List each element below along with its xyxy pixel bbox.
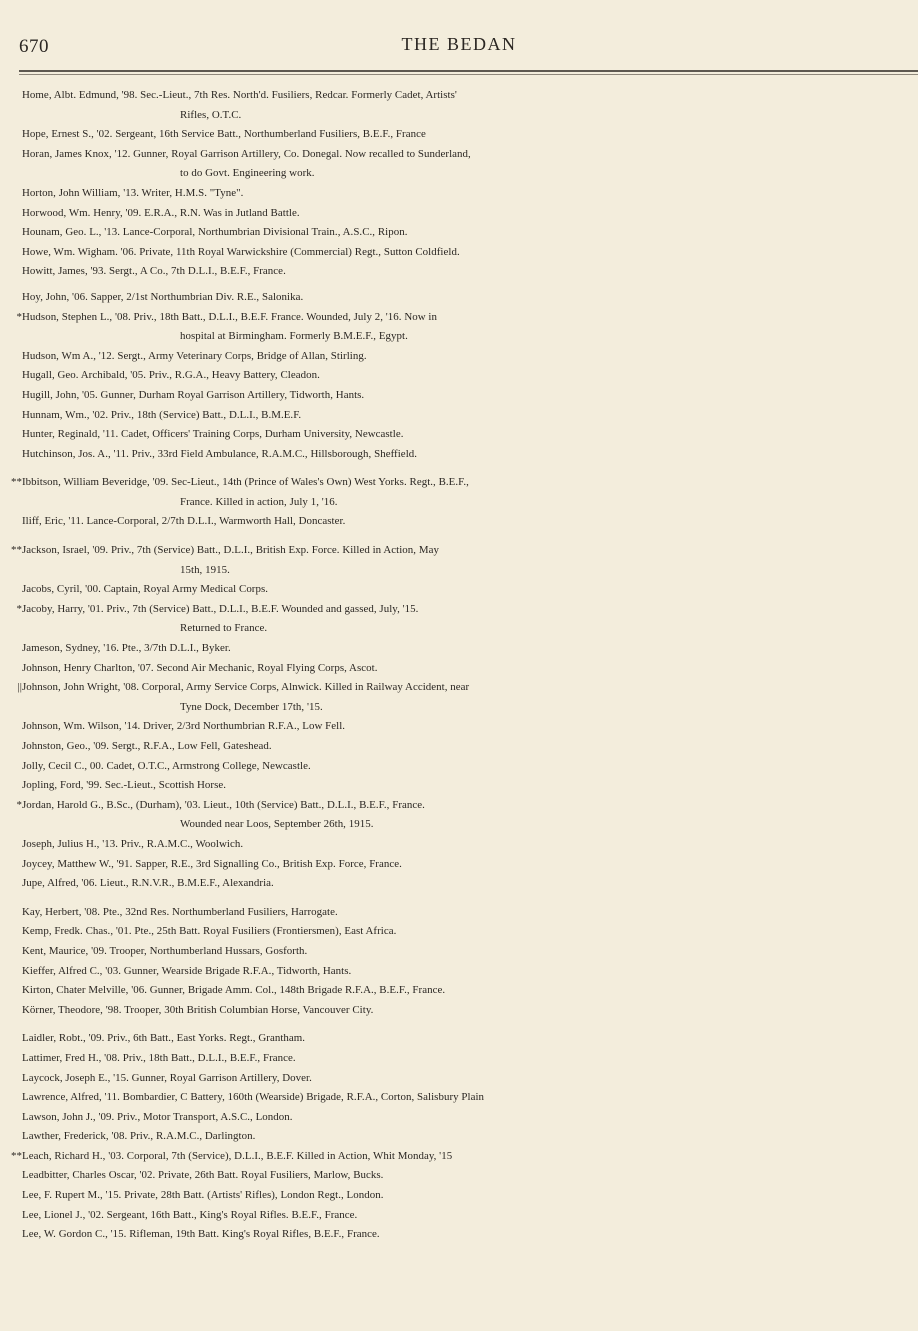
casualty-marker: || <box>17 681 22 694</box>
roll-entry <box>0 874 918 894</box>
entry-continuation: Returned to France. <box>180 622 268 635</box>
roll-entry <box>0 855 918 875</box>
entry-continuation: Rifles, O.T.C. <box>180 108 242 121</box>
roll-entry <box>0 125 918 145</box>
letter-group-h <box>0 86 918 464</box>
roll-entry <box>0 678 918 717</box>
entry-text: Kay, Herbert, '08. Pte., 32nd Res. Northumberland Fusiliers, Harrogate. <box>22 905 338 918</box>
entry-continuation: to do Govt. Engineering work. <box>180 167 315 180</box>
roll-entry <box>0 962 918 982</box>
entry-text: Lattimer, Fred H., '08. Priv., 18th Batt., D.L.I., B.E.F., France. <box>22 1051 296 1064</box>
entry-text: Hutchinson, Jos. A., '11. Priv., 33rd Field Ambulance, R.A.M.C., Hillsborough, Sheffield. <box>22 447 418 460</box>
header-rule <box>19 70 918 72</box>
roll-entry <box>0 184 918 204</box>
entry-text: Kirton, Chater Melville, '06. Gunner, Brigade Amm. Col., 148th Brigade R.F.A., B.E.F., France. <box>22 984 446 997</box>
entry-text: Jackson, Israel, '09. Priv., 7th (Service) Batt., D.L.I., British Exp. Force. Killed in Action, May <box>22 544 439 557</box>
running-title: THE BEDAN <box>401 34 517 54</box>
roll-entry <box>0 308 918 347</box>
roll-entry <box>0 796 918 835</box>
roll-entry <box>0 1108 918 1128</box>
roll-entry <box>0 922 918 942</box>
roll-entry <box>0 1225 918 1245</box>
roll-entry <box>0 386 918 406</box>
entry-continuation: Wounded near Loos, September 26th, 1915. <box>180 818 374 831</box>
roll-entry <box>0 903 918 923</box>
entry-text: Horan, James Knox, '12. Gunner, Royal Garrison Artillery, Co. Donegal. Now recalled to Sunderland, <box>22 147 471 160</box>
entry-text: Iliff, Eric, '11. Lance-Corporal, 2/7th D.L.I., Warmworth Hall, Doncaster. <box>22 515 346 528</box>
casualty-marker: * <box>16 798 22 811</box>
roll-entry <box>0 942 918 962</box>
entry-text: Johnston, Geo., '09. Sergt., R.F.A., Low Fell, Gateshead. <box>22 740 272 752</box>
page-header <box>0 34 918 60</box>
roll-entry <box>0 262 918 282</box>
entry-text: Home, Albt. Edmund, '98. Sec.-Lieut., 7th Res. North'd. Fusiliers, Redcar. Formerly Cadet, Artists' <box>22 89 457 101</box>
roll-entry <box>0 406 918 426</box>
roll-entry <box>0 243 918 263</box>
roll-entry <box>0 737 918 757</box>
roll-entry <box>0 512 918 532</box>
letter-group-i <box>0 473 918 532</box>
entry-text: Horwood, Wm. Henry, '09. E.R.A., R.N. Was in Jutland Battle. <box>22 206 300 219</box>
entry-text: Lee, W. Gordon C., '15. Rifleman, 19th Batt. King's Royal Rifles, B.E.F., France. <box>22 1228 380 1241</box>
roll-entry <box>0 366 918 386</box>
entry-text: Leach, Richard H., '03. Corporal, 7th (Service), D.L.I., B.E.F. Killed in Action, Whit Monday, '15 <box>22 1149 453 1162</box>
entry-text: Lee, F. Rupert M., '15. Private, 28th Batt. (Artists' Rifles), London Regt., London. <box>22 1189 384 1202</box>
roll-entry <box>0 223 918 243</box>
entry-continuation: Tyne Dock, December 17th, '15. <box>180 700 323 713</box>
entry-text: Lee, Lionel J., '02. Sergeant, 16th Batt., King's Royal Rifles. B.E.F., France. <box>22 1208 358 1221</box>
roll-entry <box>0 145 918 184</box>
casualty-marker: * <box>16 602 22 615</box>
header-rule-thin <box>19 74 918 75</box>
roll-entry <box>0 1001 918 1021</box>
entry-text: Jupe, Alfred, '06. Lieut., R.N.V.R., B.M.E.F., Alexandria. <box>22 877 274 890</box>
entry-text: Hoy, John, '06. Sapper, 2/1st Northumbrian Div. R.E., Salonika. <box>22 290 304 303</box>
roll-entry <box>0 580 918 600</box>
letter-group-l <box>0 1029 918 1245</box>
casualty-marker: * <box>16 310 22 323</box>
entry-text: Laidler, Robt., '09. Priv., 6th Batt., East Yorks. Regt., Grantham. <box>22 1032 306 1045</box>
letter-group-k <box>0 903 918 1021</box>
entry-text: Johnson, John Wright, '08. Corporal, Army Service Corps, Alnwick. Killed in Railway Accident, near <box>22 681 470 694</box>
roll-entry <box>0 981 918 1001</box>
entry-text: Laycock, Joseph E., '15. Gunner, Royal Garrison Artillery, Dover. <box>22 1071 312 1084</box>
roll-entry <box>0 717 918 737</box>
entry-text: Jacobs, Cyril, '00. Captain, Royal Army Medical Corps. <box>22 583 269 596</box>
roll-entry <box>0 86 918 125</box>
entry-text: Lawson, John J., '09. Priv., Motor Transport, A.S.C., London. <box>22 1110 293 1123</box>
roll-entry <box>0 204 918 224</box>
roll-entry <box>0 1166 918 1186</box>
roll-entry <box>0 1186 918 1206</box>
roll-entry <box>0 425 918 445</box>
entry-text: Kemp, Fredk. Chas., '01. Pte., 25th Batt. Royal Fusiliers (Frontiersmen), East Africa. <box>22 925 397 938</box>
roll-entry <box>0 347 918 367</box>
entry-text: Hudson, Wm A., '12. Sergt., Army Veterinary Corps, Bridge of Allan, Stirling. <box>22 349 367 362</box>
roll-entry <box>0 1088 918 1108</box>
roll-entry <box>0 445 918 465</box>
entry-text: Horton, John William, '13. Writer, H.M.S. "Tyne". <box>22 186 244 199</box>
entry-text: Jameson, Sydney, '16. Pte., 3/7th D.L.I., Byker. <box>22 642 231 655</box>
entry-text: Hounam, Geo. L., '13. Lance-Corporal, Northumbrian Divisional Train., A.S.C., Ripon. <box>22 226 408 239</box>
entry-text: Hunter, Reginald, '11. Cadet, Officers' Training Corps, Durham University, Newcastle. <box>22 428 404 441</box>
entry-text: Jolly, Cecil C., 00. Cadet, O.T.C., Armstrong College, Newcastle. <box>22 759 311 772</box>
entry-text: Howitt, James, '93. Sergt., A Co., 7th D.L.I., B.E.F., France. <box>22 265 286 278</box>
entry-text: Körner, Theodore, '98. Trooper, 30th British Columbian Horse, Vancouver City. <box>22 1003 374 1016</box>
roll-entry <box>0 659 918 679</box>
casualty-marker: ** <box>11 1149 22 1162</box>
roll-entry <box>0 1029 918 1049</box>
entry-continuation: France. Killed in action, July 1, '16. <box>180 495 338 508</box>
roll-entry <box>0 1049 918 1069</box>
entry-text: Hunnam, Wm., '02. Priv., 18th (Service) Batt., D.L.I., B.M.E.F. <box>22 408 302 421</box>
entry-text: Leadbitter, Charles Oscar, '02. Private, 26th Batt. Royal Fusiliers, Marlow, Bucks. <box>22 1169 384 1182</box>
entry-text: Hugill, John, '05. Gunner, Durham Royal Garrison Artillery, Tidworth, Hants. <box>22 388 365 401</box>
page-number: 670 <box>19 36 49 57</box>
letter-group-j <box>0 541 918 894</box>
entry-text: Kent, Maurice, '09. Trooper, Northumberland Hussars, Gosforth. <box>22 944 308 957</box>
casualty-marker: ** <box>11 476 22 489</box>
roll-entry <box>0 757 918 777</box>
roll-entry <box>0 835 918 855</box>
entry-continuation: 15th, 1915. <box>180 563 230 576</box>
roll-entry <box>0 473 918 512</box>
roll-entry <box>0 639 918 659</box>
entry-text: Hope, Ernest S., '02. Sergeant, 16th Service Batt., Northumberland Fusiliers, B.E.F., France <box>22 128 426 141</box>
entry-text: Lawrence, Alfred, '11. Bombardier, C Battery, 160th (Wearside) Brigade, R.F.A., Corton, Salisbury Plain <box>22 1091 485 1104</box>
entry-text: Joycey, Matthew W., '91. Sapper, R.E., 3rd Signalling Co., British Exp. Force, France. <box>22 857 402 870</box>
entry-text: Joseph, Julius H., '13. Priv., R.A.M.C., Woolwich. <box>22 837 244 850</box>
roll-entry <box>0 1127 918 1147</box>
entry-text: Ibbitson, William Beveridge, '09. Sec-Lieut., 14th (Prince of Wales's Own) West Yorks. Regt., B.E.F., <box>22 476 469 489</box>
roll-entry <box>0 600 918 639</box>
entry-text: Jopling, Ford, '99. Sec.-Lieut., Scottish Horse. <box>22 779 227 792</box>
entry-text: Hugall, Geo. Archibald, '05. Priv., R.G.A., Heavy Battery, Cleadon. <box>22 369 320 382</box>
entry-text: Lawther, Frederick, '08. Priv., R.A.M.C., Darlington. <box>22 1130 256 1143</box>
entry-text: Kieffer, Alfred C., '03. Gunner, Wearside Brigade R.F.A., Tidworth, Hants. <box>22 964 352 977</box>
roll-entry <box>0 1069 918 1089</box>
entry-text: Johnson, Wm. Wilson, '14. Driver, 2/3rd Northumbrian R.F.A., Low Fell. <box>22 720 346 733</box>
roll-entry <box>0 288 918 308</box>
entry-text: Johnson, Henry Charlton, '07. Second Air Mechanic, Royal Flying Corps, Ascot. <box>22 661 378 674</box>
roll-entry <box>0 776 918 796</box>
entry-text: Jacoby, Harry, '01. Priv., 7th (Service) Batt., D.L.I., B.E.F. Wounded and gassed, July, '15. <box>22 602 419 615</box>
roll-entry <box>0 1147 918 1167</box>
roll-entry <box>0 1206 918 1226</box>
roll-of-service-list <box>0 86 918 1254</box>
entry-text: Hudson, Stephen L., '08. Priv., 18th Batt., D.L.I., B.E.F. France. Wounded, July 2, '16. Now in <box>22 310 437 323</box>
roll-entry <box>0 541 918 580</box>
casualty-marker: ** <box>11 544 22 557</box>
entry-text: Howe, Wm. Wigham. '06. Private, 11th Royal Warwickshire (Commercial) Regt., Sutton Coldfield. <box>22 245 460 258</box>
entry-continuation: hospital at Birmingham. Formerly B.M.E.F., Egypt. <box>180 330 408 343</box>
entry-text: Jordan, Harold G., B.Sc., (Durham), '03. Lieut., 10th (Service) Batt., D.L.I., B.E.F., France. <box>22 798 425 811</box>
